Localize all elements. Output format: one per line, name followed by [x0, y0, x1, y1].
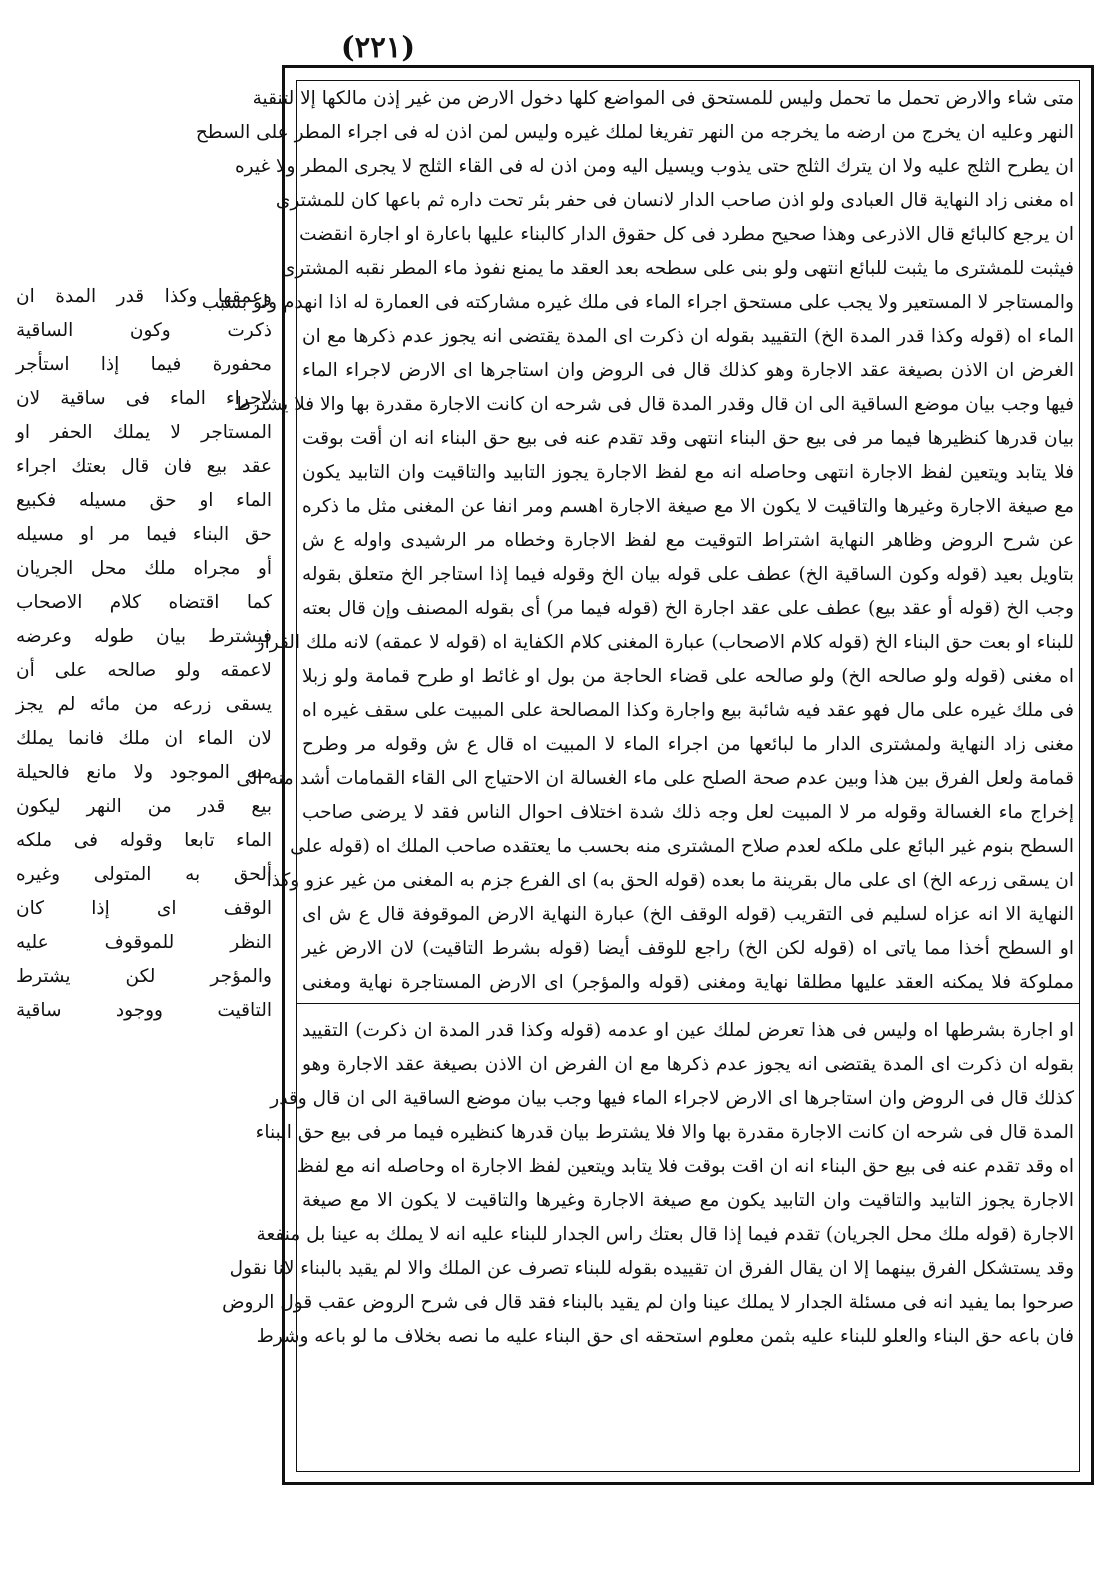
matn-line: أو مجراه ملك محل الجريان: [16, 558, 272, 579]
matn-line: بيع قدر من النهر ليكون: [16, 796, 272, 817]
commentary-line: مغنى زاد النهاية ولمشترى الدار ما لبائعها من اجراء الماء لا المبيت اه قال ع ش وقوله مر وطرح: [302, 734, 1074, 755]
commentary-block: [195, 82, 1075, 1000]
matn-line: لاعمقه ولو صالحه على أن: [16, 660, 272, 681]
commentary-line: ان يطرح الثلج عليه ولا ان يترك الثلج حتى يذوب ويسيل اليه ومن اذن له فى القاء الثلج لا يجرى المطر ولا غيره: [234, 156, 1074, 177]
matn-line: فيشترط بيان طوله وعرضه: [16, 626, 272, 647]
matn-line: كما اقتضاه كلام الاصحاب: [16, 592, 272, 613]
commentary-line: فلا يتابد ويتعين لفظ الاجارة انتهى وحاصله انه مع لفظ الاجارة يجوز التابيد والتاقيت وان التابيد يكون: [302, 462, 1074, 483]
commentary-line: متى شاء والارض تحمل ما تحمل وليس للمستحق فى المواضع كلها دخول الارض من غير إذن مالكها إلا لتنقية: [252, 88, 1074, 109]
commentary-line: ان يرجع كالبائع قال الاذرعى وهذا صحيح مطرد فى كل حقوق الدار كالبناء عليها باعارة او اجارة انقضت: [299, 224, 1074, 245]
matn-line: ذكرت وكون الساقية: [16, 320, 272, 341]
footnote-line: كذلك قال فى الروض وان استاجرها اى الارض لاجراء الماء فيها وجب بيان موضع الساقية الى ان قال وقدر: [270, 1088, 1074, 1109]
commentary-line: النهر وعليه ان يخرج من ارضه ما يخرجه من النهر تفريغا لملك غيره وليس لمن اذن له فى اجراء المطر على السطح: [195, 122, 1074, 143]
commentary-line: إخراج ماء الغسالة وقوله مر لا المبيت لعل وجه ذلك شدة اختلاف احوال الناس فقد لا يرضى صاحب: [302, 802, 1074, 823]
commentary-line: الغرض ان الاذن بصيغة عقد الاجارة وهو كذلك قال فى الروض وان استاجرها اى الارض لاجراء الماء: [302, 360, 1074, 381]
matn-line: ألحق به المتولى وغيره: [16, 864, 272, 885]
commentary-line: فيثبت للمشترى ما يثبت للبائع انتهى ولو بنى على سطحه بعد العقد ما يمنع نفوذ ماء المطر نقبه المشترى: [280, 258, 1074, 279]
commentary-line: فى ملك غيره على مال فهو عقد فيه شائبة بيع واجارة وكذا المصالحة على المبيت على سقف غيره اه: [302, 700, 1074, 721]
commentary-line: بتاويل بعيد (قوله وكون الساقية الخ) عطف على قوله بيان الخ وقوله فيما إذا استاجر الخ متعلق بقوله: [302, 564, 1074, 585]
matn-line: عقد بيع فان قال بعتك اجراء: [16, 456, 272, 477]
commentary-line: للبناء او بعت حق البناء الخ (قوله كلام الاصحاب) عبارة المغنى كلام الكفاية اه (قوله لا عمقه) لانه ملك القرار: [255, 632, 1074, 653]
section-divider: [296, 1003, 1080, 1004]
matn-line: لاجراء الماء فى ساقية لان: [16, 388, 272, 409]
commentary-line: قمامة ولعل الفرق بين هذا وبين عدم صحة الصلح على ماء الغسالة ان الاحتياج الى القاء القمامات أشد منه الى: [236, 768, 1074, 789]
matn-line: محفورة فيما إذا استأجر: [16, 354, 272, 375]
commentary-line: مع صيغة الاجارة وغيرها والتاقيت لا يكون الا مع صيغة الاجارة اهسم ومر انفا عن المغنى مثل ما ذكره: [302, 496, 1074, 517]
footnote-block: [222, 1014, 1074, 1468]
commentary-line: النهاية الا انه عزاه لسليم فى التقريب (قوله الوقف الخ) عبارة النهاية الارض الموقوفة قال ع ش اى: [302, 904, 1074, 925]
commentary-line: اه مغنى زاد النهاية قال العبادى ولو اذن صاحب الدار لانسان فى حفر بئر تحت داره ثم باعها كان للمشترى: [275, 190, 1074, 211]
commentary-line: او السطح أخذا مما ياتى اه (قوله لكن الخ) راجع للوقف أيضا (قوله بشرط التاقيت) لان الارض غير: [302, 938, 1074, 959]
matn-column: [16, 280, 272, 1021]
commentary-line: عن شرح الروض وظاهر النهاية اشتراط التوقيت مع لفظ الاجارة وخطاه مر الرشيدى واوله ع ش: [302, 530, 1075, 551]
commentary-line: السطح بنوم غير البائع على ملكه لعدم صلاح المشترى منه بحسب ما يعتقده صاحب الملك اه (قوله على: [290, 836, 1074, 857]
matn-line: المستاجر لا يملك الحفر او: [16, 422, 272, 443]
footnote-line: اه وقد تقدم عنه فى بيع حق البناء انه ان اقت بوقت فلا يتابد ويتعين لفظ الاجارة اه وحاصله انه مع لفظ: [296, 1156, 1074, 1177]
commentary-line: الماء اه (قوله وكذا قدر المدة الخ) التقييد بقوله ان ذكرت اى المدة يقتضى انه يجوز عدم ذكرها مع ان: [302, 326, 1074, 347]
footnote-line: او اجارة بشرطها اه وليس فى هذا تعرض لملك عين او عدمه (قوله وكذا قدر المدة ان ذكرت) التقييد: [302, 1020, 1074, 1041]
commentary-line: والمستاجر لا المستعير ولا يجب على مستحق اجراء الماء فى ملك غيره مشاركته فى العمارة له اذا انهدم ولو بسبب: [201, 292, 1074, 313]
footnote-line: الاجارة يجوز التابيد والتاقيت وان التابيد يكون مع صيغة الاجارة وغيرها والتاقيت لا يكون الا مع صيغة: [302, 1190, 1074, 1211]
matn-line: وعمقها وكذا قدر المدة ان: [16, 286, 272, 307]
commentary-line: بيان قدرها كنظيرها فيما مر فى بيع حق البناء انتهى وقد تقدم عنه فى بيع حق البناء انه ان أقت بوقت: [302, 428, 1074, 449]
commentary-line: ان يسقى زرعه الخ) اى على مال بقرينة ما بعده (قوله الحق به) اى الفرع جزم به المغنى من غير عزو وكذا: [266, 870, 1074, 891]
page-number: (۲۲۱): [340, 30, 416, 64]
footnote-line: صرحوا بما يفيد انه فى مسئلة الجدار لا يملك عينا وان لم يقيد بالبناء فقد قال فى شرح الروض عقب قول الروض: [222, 1292, 1074, 1313]
commentary-line: مملوكة فلا يمكنه العقد عليها مطلقا نهاية ومغنى (قوله والمؤجر) اى الارض المستاجرة نهاية ومغنى: [302, 972, 1074, 993]
matn-line: حق البناء فيما مر او مسيله: [16, 524, 272, 545]
footnote-line: فان باعه حق البناء والعلو للبناء عليه بثمن معلوم استحقه اى حق البناء عليه ما نصه بخلاف ما لو باعه وشرط: [256, 1326, 1074, 1347]
footnote-line: وقد يستشكل الفرق بينهما إلا ان يقال الفرق ان تقييده بقوله للبناء تصرف عن الملك والا لم يقيد بالبناء لانا نقول: [229, 1258, 1074, 1279]
footnote-line: بقوله ان ذكرت اى المدة يقتضى انه يجوز عدم ذكرها مع ان الفرض ان الاذن بصيغة عقد الاجارة وهو: [302, 1054, 1074, 1075]
matn-line: الماء او حق مسيله فكبيع: [16, 490, 272, 511]
commentary-line: وجب الخ (قوله أو عقد بيع) عطف على عقد اجارة الخ (قوله فيما مر) أى بقوله المصنف وإن قال بعته: [302, 598, 1074, 619]
matn-line: يسقى زرعه من مائه لم يجز: [16, 694, 272, 715]
footnote-line: الاجارة (قوله ملك محل الجريان) تقدم فيما إذا قال بعتك راس الجدار للبناء عليه انه لا يملك به عينا بل منفعة: [256, 1224, 1074, 1245]
footnote-line: المدة قال فى شرحه ان كانت الاجارة مقدرة بها والا فلا يشترط بيان قدرها كنظيره فيما مر فى بيع حق البناء: [255, 1122, 1074, 1143]
matn-line: الوقف اى إذا كان: [16, 898, 272, 919]
matn-line: والمؤجر لكن يشترط: [16, 966, 272, 987]
matn-line: التاقيت ووجود ساقية: [16, 1000, 272, 1021]
matn-line: الماء تابعا وقوله فى ملكه: [16, 830, 272, 851]
commentary-line: اه مغنى (قوله ولو صالحه الخ) ولو صالحه على قضاء الحاجة من بول او غائط او طرح قمامة ولو زبلا: [302, 666, 1074, 687]
matn-line: لان الماء ان ملك فانما يملك: [16, 728, 272, 749]
commentary-line: فيها وجب بيان موضع الساقية الى ان قال وقدر المدة قال فى شرحه ان كانت الاجارة مقدرة بها والا فلا يشترط: [233, 394, 1074, 415]
matn-line: منه الموجود ولا مانع فالحيلة: [16, 762, 272, 783]
matn-line: النظر للموقوف عليه: [16, 932, 272, 953]
